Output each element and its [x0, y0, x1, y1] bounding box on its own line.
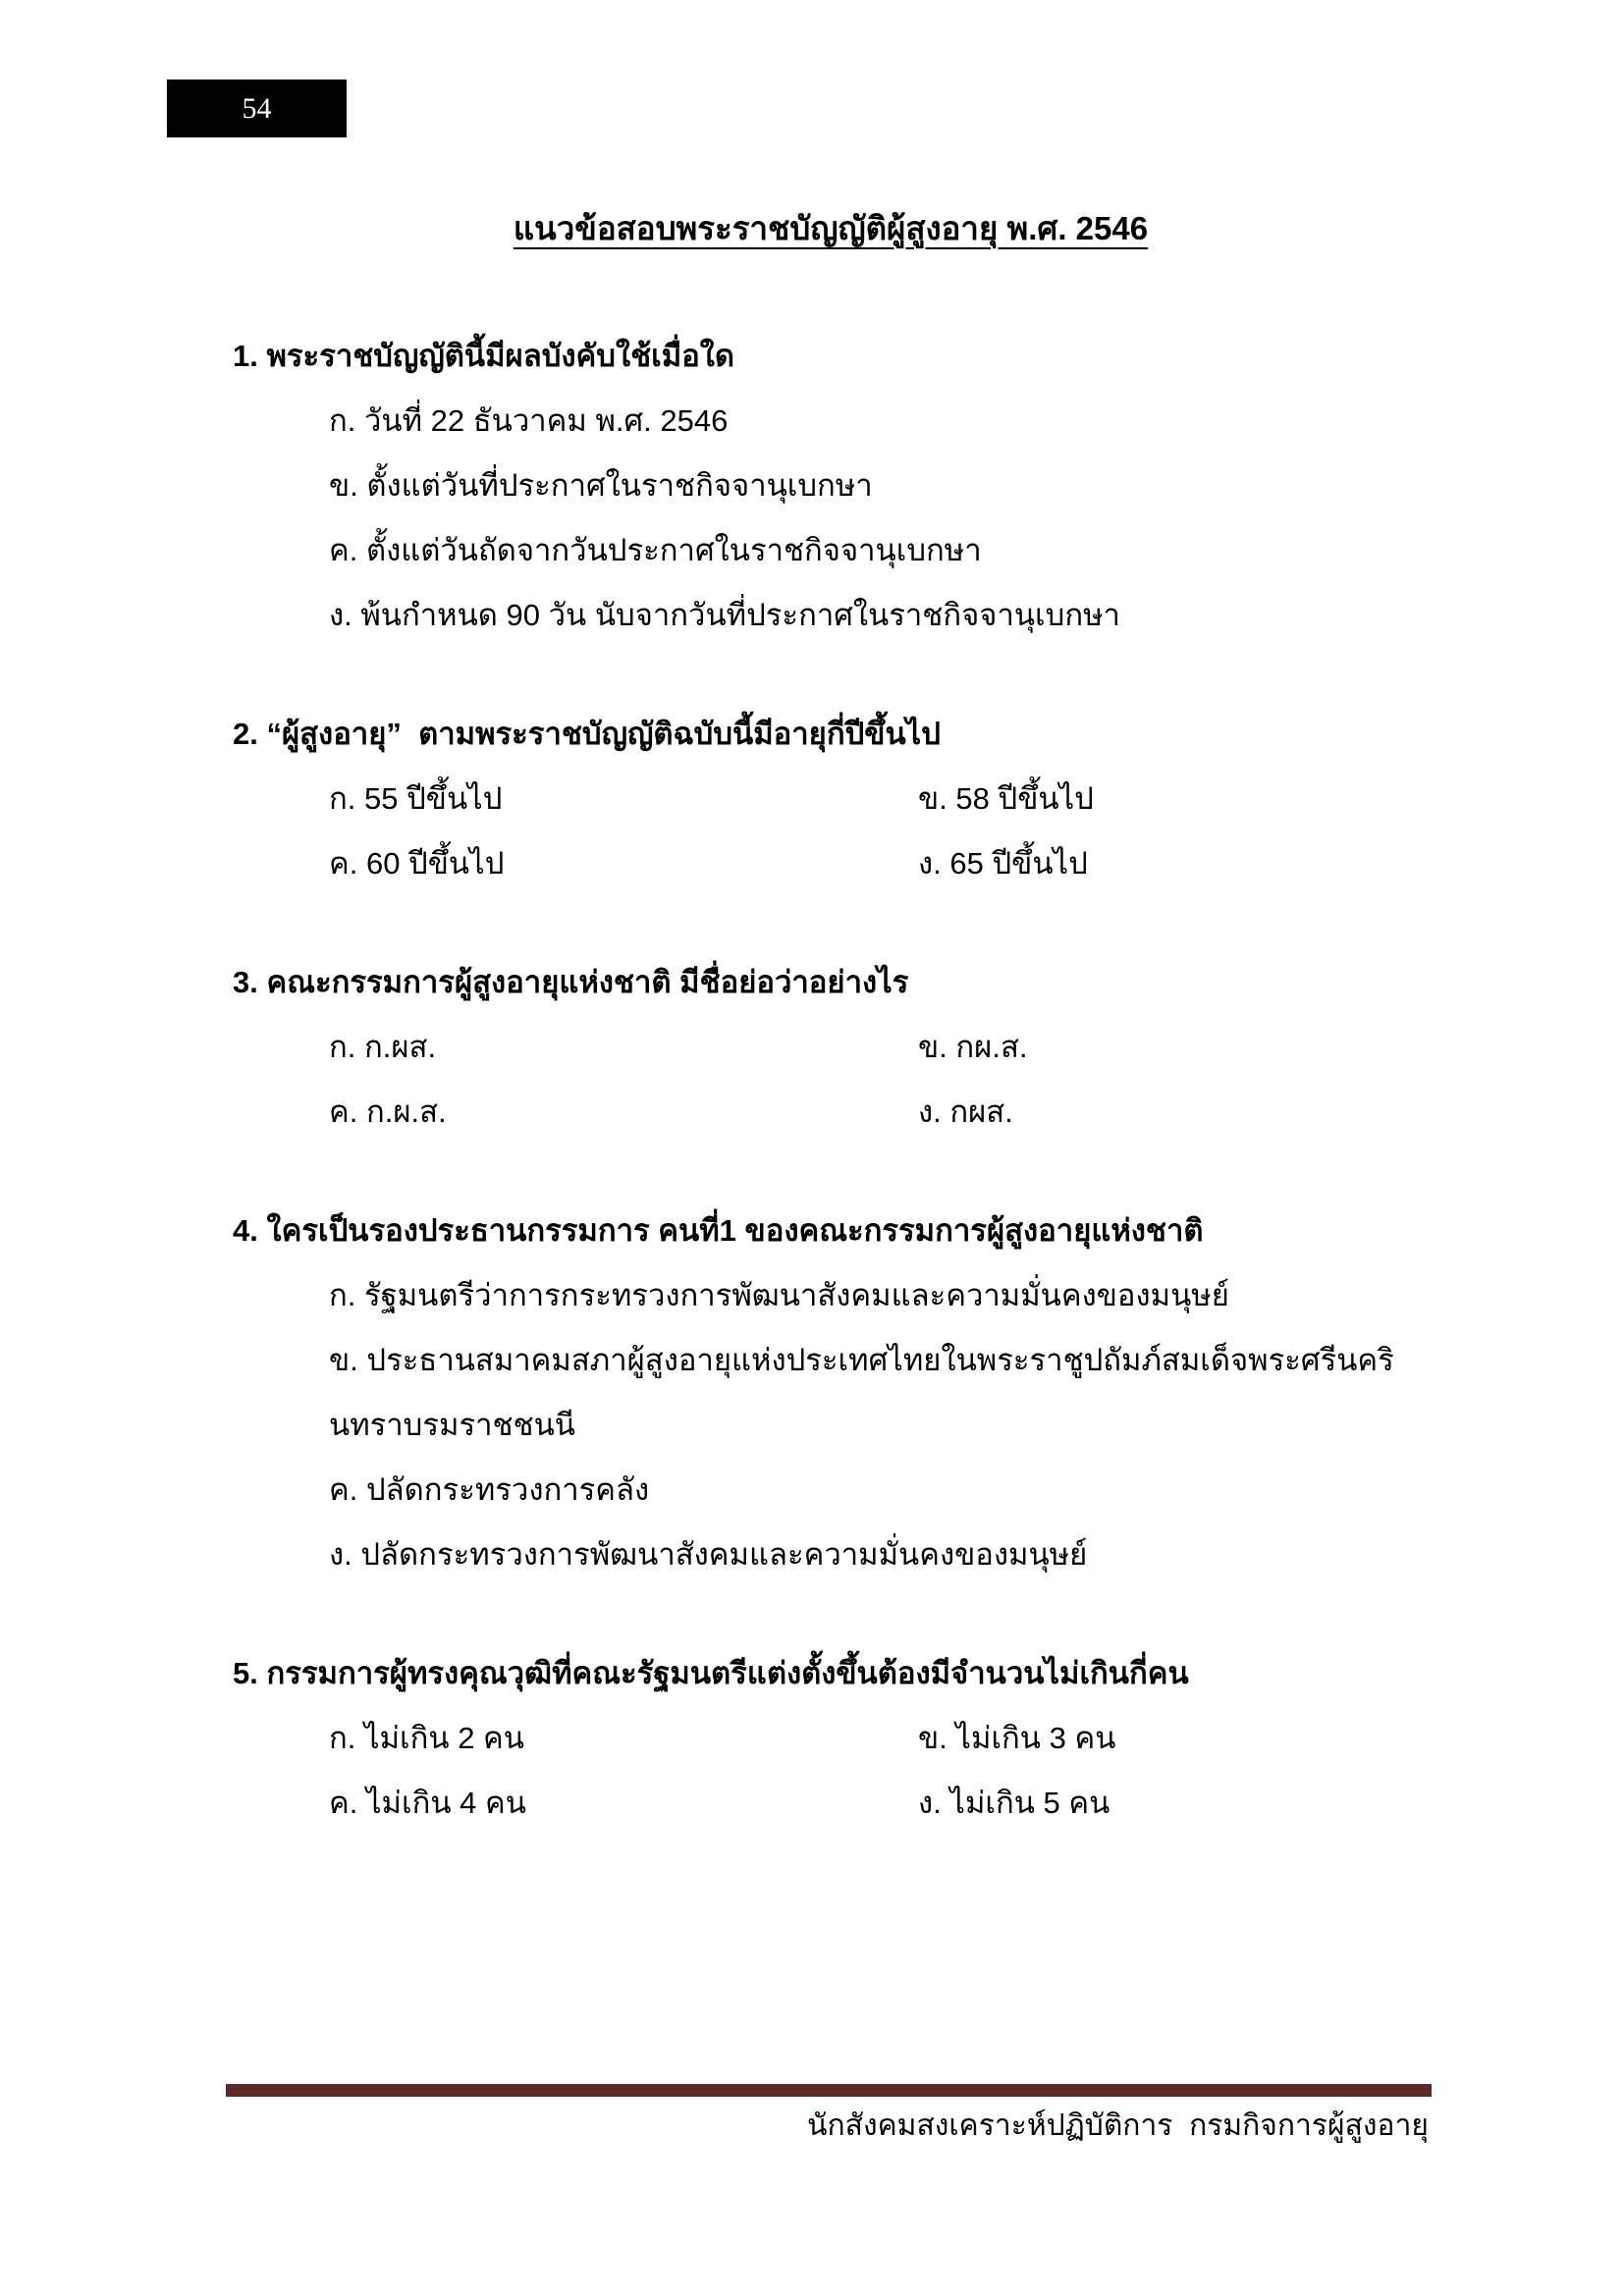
answer-option: ค. ก.ผ.ส. [329, 1095, 447, 1129]
question-text: 5. กรรมการผู้ทรงคุณวุฒิที่คณะรัฐมนตรีแต่งตั้งขึ้นต้องมีจำนวนไม่เกินกี่คน [233, 1656, 1189, 1690]
answer-option: ง. 65 ปีขึ้นไป [918, 846, 1088, 881]
question-text: 1. พระราชบัญญัตินี้มีผลบังคับใช้เมื่อใด [233, 339, 735, 373]
answer-option: ข. ไม่เกิน 3 คน [918, 1721, 1116, 1755]
answer-options [233, 1706, 1429, 1836]
answer-option: ค. ปลัดกระทรวงการคลัง [329, 1472, 650, 1507]
answer-option: ง. พ้นกำหนด 90 วัน นับจากวันที่ประกาศในราชกิจจานุเบกษา [329, 598, 1120, 632]
answer-option: ก. รัฐมนตรีว่าการกระทรวงการพัฒนาสังคมและความมั่นคงของมนุษย์ [329, 1278, 1229, 1312]
page-number: 54 [242, 91, 272, 125]
answer-option: ค. ไม่เกิน 4 คน [329, 1786, 526, 1820]
answer-options [233, 1263, 1429, 1587]
answer-options [233, 389, 1429, 648]
answer-option: ข. กผ.ส. [918, 1030, 1028, 1064]
question-block [233, 1641, 1429, 1836]
answer-options [233, 767, 1429, 896]
answer-option: ง. ไม่เกิน 5 คน [918, 1786, 1110, 1820]
page-title: แนวข้อสอบพระราชบัญญัติผู้สูงอายุ พ.ศ. 2546 [513, 210, 1149, 246]
answer-option: ก. ไม่เกิน 2 คน [329, 1721, 524, 1755]
answer-option: ง. กผส. [918, 1095, 1013, 1129]
footer-divider [226, 2084, 1432, 2097]
exam-content [233, 201, 1429, 1890]
question-list [233, 324, 1429, 1836]
footer-credit: นักสังคมสงเคราะห์ปฏิบัติการ กรมกิจการผู้สูงอายุ [806, 2109, 1429, 2142]
answer-option: ก. 55 ปีขึ้นไป [329, 781, 503, 816]
answer-option: ข. ประธานสมาคมสภาผู้สูงอายุแห่งประเทศไทยในพระราชูปถัมภ์สมเด็จพระศรีนครินทราบรมราชชนนี [329, 1343, 1394, 1442]
answer-options [233, 1015, 1429, 1145]
question-block [233, 702, 1429, 896]
answer-option: ก. ก.ผส. [329, 1030, 437, 1064]
question-text: 3. คณะกรรมการผู้สูงอายุแห่งชาติ มีชื่อย่อว่าอย่างไร [233, 965, 909, 999]
answer-option: ข. 58 ปีขึ้นไป [918, 781, 1094, 816]
answer-option: ง. ปลัดกระทรวงการพัฒนาสังคมและความมั่นคงของมนุษย์ [329, 1537, 1088, 1572]
question-block [233, 950, 1429, 1145]
question-block [233, 324, 1429, 648]
question-text: 4. ใครเป็นรองประธานกรรมการ คนที่1 ของคณะกรรมการผู้สูงอายุแห่งชาติ [233, 1213, 1204, 1248]
answer-option: ก. วันที่ 22 ธันวาคม พ.ศ. 2546 [329, 403, 729, 438]
page-number-badge [167, 80, 347, 137]
answer-option: ข. ตั้งแต่วันที่ประกาศในราชกิจจานุเบกษา [329, 468, 873, 503]
answer-option: ค. 60 ปีขึ้นไป [329, 846, 505, 881]
answer-option: ค. ตั้งแต่วันถัดจากวันประกาศในราชกิจจานุเบกษา [329, 533, 982, 567]
question-block [233, 1199, 1429, 1587]
question-text: 2. “ผู้สูงอายุ” ตามพระราชบัญญัติฉบับนี้มีอายุกี่ปีขึ้นไป [233, 717, 941, 751]
